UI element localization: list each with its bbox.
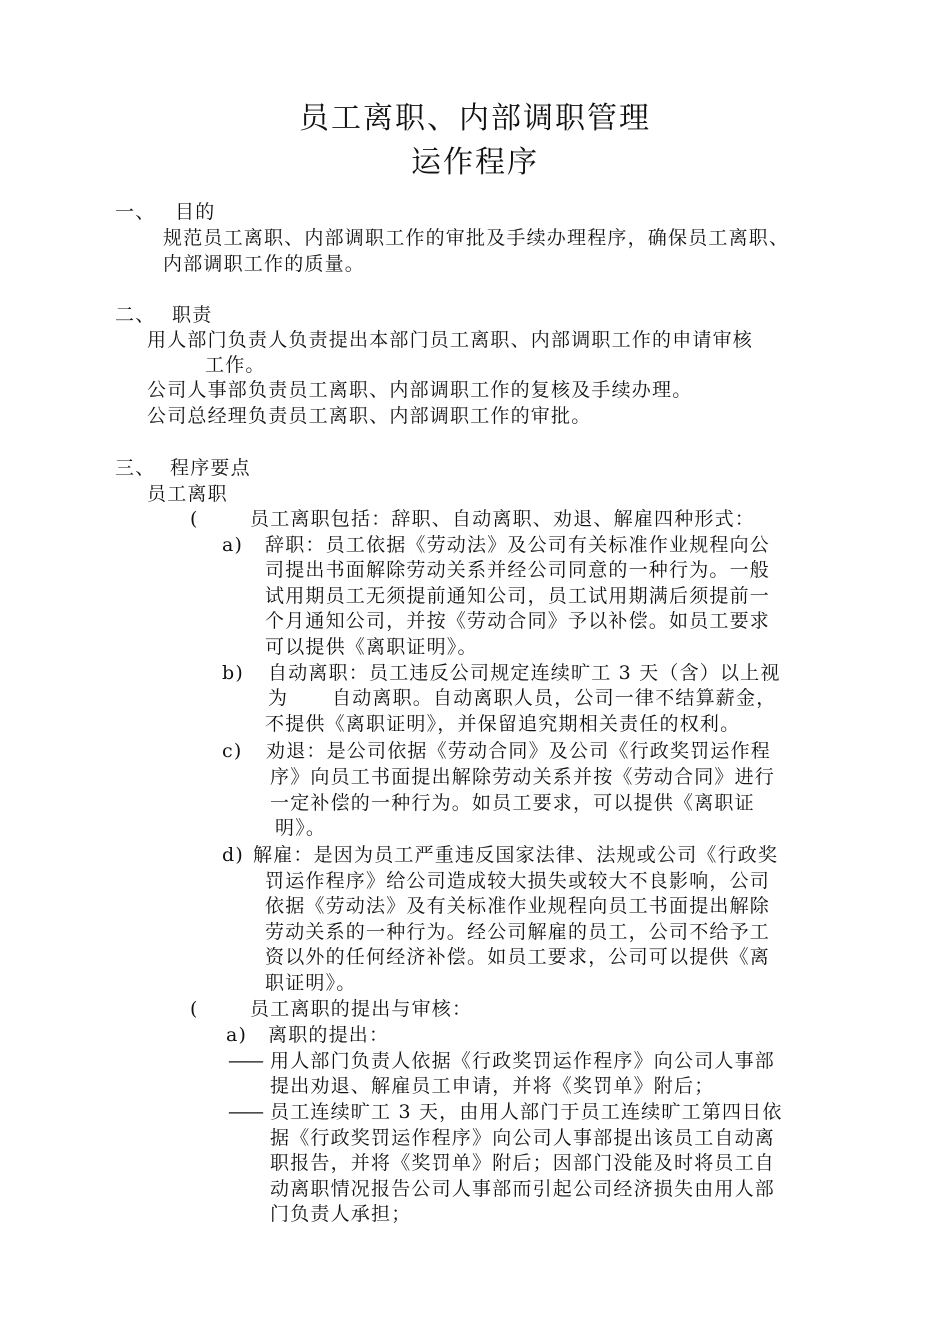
doc-title-line2: 运作程序	[411, 145, 539, 180]
dash-1-line: 提出劝退、解雇员工申请，并将《奖罚单》附后；	[270, 1075, 715, 1097]
dash-2-line: 职报告，并将《奖罚单》附后；因部门没能及时将员工自	[270, 1152, 776, 1174]
doc-title-line1: 员工离职、内部调职管理	[299, 101, 651, 136]
item-b-line: 为	[268, 687, 289, 709]
sub-a-text: 离职的提出：	[268, 1024, 390, 1046]
section-3-subheading: 员工离职	[147, 483, 228, 505]
item-c-line: 劝退：是公司依据《劳动合同》及公司《行政奖罚运作程	[266, 740, 772, 762]
section-2-number: 二、	[115, 304, 156, 326]
item-a-line: 司提出书面解除劳动关系并经公司同意的一种行为。一般	[265, 559, 771, 581]
item-d-label: d)	[222, 844, 244, 866]
item-a-line: 试用期员工无须提前通知公司，员工试用期满后须提前一	[265, 585, 771, 607]
dash-2-mark: ——	[228, 1101, 262, 1123]
item-d-line: 依据《劳动法》及有关标准作业规程向员工书面提出解除	[265, 895, 771, 917]
paragraph-1-text: 员工离职包括：辞职、自动离职、劝退、解雇四种形式：	[250, 508, 756, 530]
section-1-number: 一、	[115, 201, 156, 223]
section-2-heading: 职责	[172, 304, 213, 326]
item-a-line: 个月通知公司，并按《劳动合同》予以补偿。如员工要求	[265, 610, 771, 632]
sub-a-label: a)	[226, 1024, 248, 1046]
dash-2-line: 据《行政奖罚运作程序》向公司人事部提出该员工自动离	[270, 1127, 776, 1149]
section-1-line: 规范员工离职、内部调职工作的审批及手续办理程序，确保员工离职、	[163, 227, 790, 249]
section-1-heading: 目的	[175, 201, 216, 223]
item-d-line: 职证明》。	[265, 972, 357, 994]
item-b-line: 自动离职：员工违反公司规定连续旷工 3 天（含）以上视	[268, 662, 781, 684]
item-d-line: 资以外的任何经济补偿。如员工要求，公司可以提供《离	[265, 946, 771, 968]
section-3-heading: 程序要点	[170, 457, 251, 479]
section-2-line: 工作。	[205, 354, 266, 376]
item-a-line: 辞职：员工依据《劳动法》及公司有关标准作业规程向公	[265, 534, 771, 556]
item-d-line: 罚运作程序》给公司造成较大损失或较大不良影响，公司	[265, 870, 771, 892]
item-b-line: 自动离职。自动离职人员，公司一律不结算薪金，	[332, 687, 777, 709]
item-a-line: 可以提供《离职证明》。	[265, 636, 478, 658]
item-c-line: 一定补偿的一种行为。如员工要求，可以提供《离职证	[270, 792, 755, 814]
section-2-line: 公司总经理负责员工离职、内部调职工作的审批。	[147, 405, 592, 427]
paragraph-2-paren: (	[190, 998, 199, 1020]
item-c-line: 明》。	[275, 817, 327, 839]
item-b-line: 不提供《离职证明》，并保留追究期相关责任的权利。	[265, 713, 741, 735]
dash-2-line: 员工连续旷工 3 天，由用人部门于员工连续旷工第四日依	[270, 1101, 783, 1123]
item-b-label: b)	[222, 662, 244, 684]
item-d-line: 解雇：是因为员工严重违反国家法律、法规或公司《行政奖	[253, 844, 779, 866]
paragraph-1-paren: (	[190, 508, 199, 530]
item-c-label: c)	[222, 740, 243, 762]
section-3-number: 三、	[115, 457, 156, 479]
paragraph-2-text: 员工离职的提出与审核：	[250, 998, 473, 1020]
section-2-line: 用人部门负责人负责提出本部门员工离职、内部调职工作的申请审核	[147, 329, 754, 351]
section-2-line: 公司人事部负责员工离职、内部调职工作的复核及手续办理。	[147, 379, 693, 401]
dash-2-line: 门负责人承担；	[270, 1203, 412, 1225]
dash-2-line: 动离职情况报告公司人事部而引起公司经济损失由用人部	[270, 1178, 776, 1200]
dash-1-mark: ——	[228, 1050, 262, 1072]
item-c-line: 序》向员工书面提出解除劳动关系并按《劳动合同》进行	[270, 766, 776, 788]
item-d-line: 劳动关系的一种行为。经公司解雇的员工，公司不给予工	[265, 921, 771, 943]
item-a-label: a)	[222, 534, 244, 556]
section-1-line: 内部调职工作的质量。	[163, 253, 366, 275]
dash-1-line: 用人部门负责人依据《行政奖罚运作程序》向公司人事部	[270, 1050, 776, 1072]
